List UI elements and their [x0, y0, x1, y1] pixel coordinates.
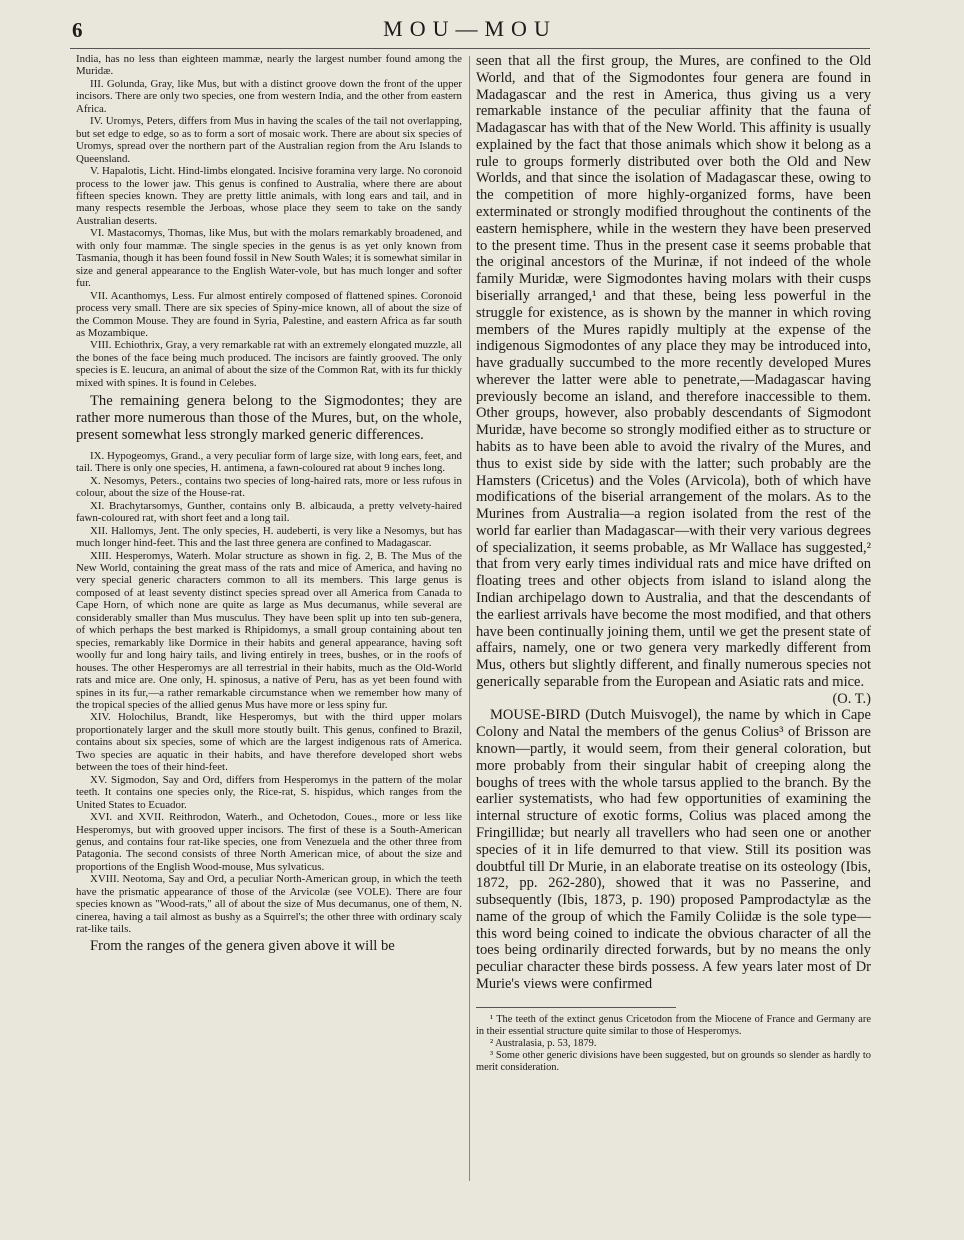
genus-hallomys: XII. Hallomys, Jent. The only species, H. audeberti, is very like a Nesomys, but has much longer hind-feet. This and the last three genera are confined to Madagascar. — [76, 524, 462, 550]
author-signature: (O. T.) — [832, 690, 871, 707]
column-divider — [469, 56, 470, 1181]
paragraph-ranges: From the ranges of the genera given above it will be — [90, 937, 395, 954]
page-header — [70, 14, 870, 48]
genus-nesomys: X. Nesomys, Peters., contains two species of long-haired rats, more or less rufous in colour, about the size of the House-rat. — [76, 474, 462, 500]
paragraph-india: India, has no less than eighteen mammæ, nearly the largest number found among the Muridæ. — [76, 53, 462, 78]
genus-echiothrix: VIII. Echiothrix, Gray, a very remarkable rat with an extremely elongated muzzle, all the bones of the face being much produced. The incisors are faintly grooved. The only species is E. leucura, an animal of about the size of the Common Rat, with its fur thickly mixed with spines. It is found in Celebes. — [76, 339, 462, 389]
page-number: 6 — [72, 18, 83, 42]
paragraph-distribution-text: seen that all the first group, the Mures, are confined to the Old World, and that of the Sigmodontes four genera are found in Madagascar and the rest in America, thus giving us a very remarkable instance of the peculiar affinity that the fauna of Madagascar has with that of the New World. This affinity is usually explained by the fact that those animals which show it belong as a rule to groups formerly distributed over both the Old and New Worlds, and that since the isolation of Madagascar these, owing to the competition of more highly-organized forms, have been exterminated or strongly modified throughout the continents of the eastern hemisphere, while in the western they have been preserved to the present time. Thus in the present case it seems probable that the original ancestors of the Murinæ, if not indeed of the whole family Muridæ, were Sigmodontes having molars with their cusps biserially arranged,¹ and that these, being less powerful in the struggle for existence, as is shown by the manner in which roving members of the Mures rapidly multiply at the expense of the indigenous Sigmodontes of any place they may be introduced into, have gradually succumbed to the more recently developed Mures wherever the latter were able to penetrate,—Madagascar having previously become an island, and therefore inaccessible to them. Other groups, however, also probably descendants of Sigmodont Muridæ, have become so strongly modified either as to structure or habits as to have been able to avoid the rivalry of the Mures, and thus to exist side by side with the latter; such probably are the Hamsters (Cricetus) and the Voles (Arvicola), both of which have modifications of the biserial arrangement of the molars. As to the Murines from Australia—a region isolated from the rest of the world far earlier than Madagascar—with their very various degrees of specialization, it seems probable, as Mr Wallace has suggested,² that from very early times individual rats and mice have drifted on floating trees and other objects from island to island along the Indian archipelago down to Australia, and that the descendants of the earliest arrivals have become the most modified, and that others have been continually joining them, until we get the present state of affairs, namely, one or two genera very markedly different from Mus, others but slightly different, and finally numerous species not generically separable from the European and Asiatic rats and mice. — [476, 53, 871, 690]
footnote-2: ² Australasia, p. 53, 1879. — [490, 1037, 597, 1049]
paragraph-distribution — [476, 53, 871, 707]
right-column — [476, 53, 871, 1233]
genus-brachytarsomys: XI. Brachytarsomys, Gunther, contains only B. albicauda, a pretty velvety-haired fawn-coloured rat, with short feet and a long tail. — [76, 499, 462, 525]
genus-hypogeomys: IX. Hypogeomys, Grand., a very peculiar form of large size, with long ears, feet, and tail. There is only one species, H. antimena, a fawn-coloured rat about 9 inches long. — [76, 449, 462, 475]
footnote-1: ¹ The teeth of the extinct genus Cricetodon from the Miocene of France and Germany are in their essential structure quite similar to those of Hesperomys. — [476, 1013, 871, 1037]
genus-uromys: IV. Uromys, Peters, differs from Mus in having the scales of the tail not overlapping, but set edge to edge, so as to form a sort of mosaic work. There are about six species of Uromys, spread over the northern part of the Australian region from the Aru Islands to Queensland. — [76, 115, 462, 165]
header-rule — [70, 48, 870, 49]
paragraph-sigmodontes: The remaining genera belong to the Sigmodontes; they are rather more numerous than those of the Mures, but, on the whole, present somewhat less strongly marked generic differences. — [76, 393, 462, 444]
genus-acanthomys: VII. Acanthomys, Less. Fur almost entirely composed of flattened spines. Coronoid process very small. There are six species of Spiny-mice known, all of about the size of the Common Mouse. They are found in Syria, Palestine, and eastern Africa as far south as Mozambique. — [76, 289, 462, 339]
genus-mastacomys: VI. Mastacomys, Thomas, like Mus, but with the molars remarkably broadened, and with only four mammæ. The single species in the genus is as yet only known from Tasmania, though it has been found fossil in New South Wales; it is somewhat similar in size and general appearance to the English Water-vole, but has much longer and softer fur. — [76, 227, 462, 290]
genus-golunda: III. Golunda, Gray, like Mus, but with a distinct groove down the front of the upper incisors. There are only two species, one from western India, and the other from eastern Africa. — [76, 77, 462, 115]
left-column — [76, 53, 462, 1233]
footnote-rule — [476, 1007, 676, 1008]
genus-hesperomys: XIII. Hesperomys, Waterh. Molar structure as shown in fig. 2, B. The Mus of the New World, containing the great mass of the rats and mice of America, and having no very special generic characters common to all its members. This large genus is composed of at least seventy distinct species spread over all America from Canada to Cape Horn, of which none are quite as large as Mus decumanus, while several are considerably smaller than Mus musculus. They have been split up into ten sub-genera, of which perhaps the best marked is Rhipidomys, a small group containing about ten species, remarkably like Dormice in their habits and general appearance, having soft woolly fur and long hairy tails, and living entirely in trees, bushes, or in the roofs of houses. The other Hesperomys are all terrestrial in their habits, much as the Old-World rats and mice are. One only, H. spinosus, a native of Peru, has as yet been found with spines in its fur,—a rather remarkable circumstance when we remember how many of the tropical species of the allied genus Mus have more or less spiny fur. — [76, 549, 462, 712]
article-mouse-bird: MOUSE-BIRD (Dutch Muisvogel), the name by which in Cape Colony and Natal the members of the genus Colius³ of Brisson are known—partly, it would seem, from their general coloration, but more probably from their singular habit of creeping along the boughs of trees with the whole tarsus applied to the branch. By the earlier systematists, who had few opportunities of examining the internal structure of exotic forms, Colius was placed among the Fringillidæ; but nearly all travellers who had seen one or another species of it in life demurred to that view. Still its position was doubtful till Dr Murie, in an elaborate treatise on its osteology (Ibis, 1872, pp. 262-280), showed that it was no Passerine, and subsequently (Ibis, 1873, p. 190) proposed Pamprodactylæ as the name of the group of which the Family Coliidæ is the sole type—this word being coined to indicate the obvious character of all the toes being ordinarily directed forwards, but by no means the only peculiar character these birds possess. A few years later most of Dr Murie's views were confirmed — [476, 707, 871, 992]
genus-reithrodon: XVI. and XVII. Reithrodon, Waterh., and Ochetodon, Coues., more or less like Hesperomys, but with grooved upper incisors. The first of these is a South-American genus, and contains four rat-like species, one from Venezuela and the other three from Patagonia. The second consists of three North American mice, of about the size and proportions of the English Wood-mouse, Mus sylvaticus. — [76, 811, 462, 873]
genus-hapalotis: V. Hapalotis, Licht. Hind-limbs elongated. Incisive foramina very large. No coronoid process to the lower jaw. This genus is confined to Australia, where there are about fifteen species known. They are pretty little animals, with long ears and tail, and in many respects resemble the Jerboas, whose place they seem to take on the sandy Australian deserts. — [76, 165, 462, 227]
genus-sigmodon: XV. Sigmodon, Say and Ord, differs from Hesperomys in the pattern of the molar teeth. It contains one species only, the Rice-rat, S. hispidus, which ranges from the United States to Ecuador. — [76, 773, 462, 811]
genus-holochilus: XIV. Holochilus, Brandt, like Hesperomys, but with the third upper molars proportionately larger and the skull more stoutly built. This genus, confined to Brazil, contains about six species, some of which are the largest indigenous rats of America. Two species are aquatic in their habits, and have therefore developed short webs between the toes of their hind-feet. — [76, 711, 462, 774]
genus-neotoma: XVIII. Neotoma, Say and Ord, a peculiar North-American group, in which the teeth have the prismatic appearance of those of the Arvicolæ (see VOLE). There are four species known as "Wood-rats," all of about the size of Mus decumanus, one of them, N. cinerea, having a tail almost as bushy as a Squirrel's; the other three with ordinary scaly rat-like tails. — [76, 873, 462, 936]
running-head: MOU—MOU — [383, 16, 557, 41]
footnote-3: ³ Some other generic divisions have been suggested, but on grounds so slender as hardly to merit consideration. — [476, 1049, 871, 1073]
